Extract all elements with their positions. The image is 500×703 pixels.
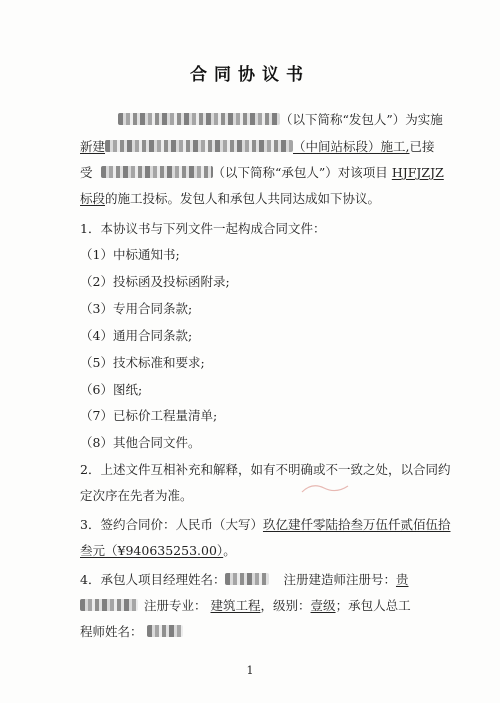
clause-2-line-2: 定次序在先者为准。: [80, 488, 193, 503]
contract-price-figure: （¥940635253.00）: [105, 543, 224, 558]
doc-list-item: （2）投标函及投标函附录;: [80, 274, 230, 289]
clause-2-line-1: 2．上述文件互相补充和解释，如有不明确或不一致之处，以合同约: [80, 462, 451, 477]
doc-list-item: （3）专用合同条款;: [80, 301, 193, 316]
specialty-label: 注册专业：: [144, 598, 207, 613]
intro-text-3b: （以下简称“承包人”）对该项目: [212, 165, 388, 180]
clause-3-end: 。: [223, 543, 236, 558]
doc-list-item: （4）通用合同条款;: [80, 328, 193, 343]
clause-4-line-1: [80, 572, 409, 588]
level-label: ，级别：: [260, 598, 311, 613]
clause-4-line-2: [80, 598, 411, 614]
doc-list-item: （6）图纸;: [80, 382, 143, 397]
contract-price-words: 玖亿建仟零陆拾叁万伍仟贰佰伍拾: [262, 517, 451, 532]
registration-no-prefix: 贵: [395, 572, 409, 587]
intro-text-3a: 受: [80, 165, 93, 180]
intro-line-2: [80, 139, 435, 155]
doc-list-item: （1）中标通知书;: [80, 247, 180, 262]
redacted-employer-name: [118, 113, 280, 125]
redacted-registration-no: [80, 599, 138, 611]
clause-1: 1．本协议书与下列文件一起构成合同文件：: [80, 221, 326, 236]
redacted-contractor-name: [101, 166, 213, 178]
doc-list-item: （5）技术标准和要求;: [80, 355, 205, 370]
pm-name-label: 4．承包人项目经理姓名：: [80, 572, 226, 587]
level-value: 壹级: [310, 598, 336, 613]
chief-engineer-label: ；承包人总工: [335, 598, 411, 613]
page-number: 1: [246, 664, 254, 677]
contract-price-words-end: 叁元: [80, 543, 106, 558]
intro-line-1: [118, 112, 443, 128]
redacted-pm-name: [225, 573, 269, 585]
intro-section-name: （中间站标段）施工,: [293, 139, 410, 154]
doc-list-item: （8）其他合同文件。: [80, 435, 201, 450]
intro-text-1: （以下简称“发包人”）为实施: [280, 112, 443, 127]
chief-engineer-name-label: 程师姓名：: [80, 624, 143, 639]
intro-project-code: HJFJZJZ: [391, 165, 444, 180]
doc-list-item: （7）已标价工程量清单;: [80, 408, 218, 423]
contract-price-label: 3．签约合同价：人民币（大写）: [80, 517, 263, 532]
clause-3-line-1: [80, 517, 450, 533]
faint-stamp-mark: [300, 478, 350, 498]
intro-project-prefix: 新建: [80, 139, 106, 154]
redacted-chief-engineer-name: [147, 625, 183, 637]
specialty-value: 建筑工程: [210, 598, 261, 613]
intro-section-label: 标段: [80, 191, 106, 206]
intro-line-4: [80, 191, 380, 207]
clause-3-line-2: [80, 543, 236, 559]
intro-text-2: 已接: [409, 139, 435, 154]
intro-line-3: [80, 165, 444, 181]
registration-no-label: 注册建造师注册号：: [283, 572, 396, 587]
clause-4-line-3: [80, 624, 183, 640]
document-title: 合同协议书: [190, 65, 310, 85]
redacted-project-name: [105, 140, 293, 152]
intro-text-4: 的施工投标。发包人和承包人共同达成如下协议。: [105, 191, 381, 206]
